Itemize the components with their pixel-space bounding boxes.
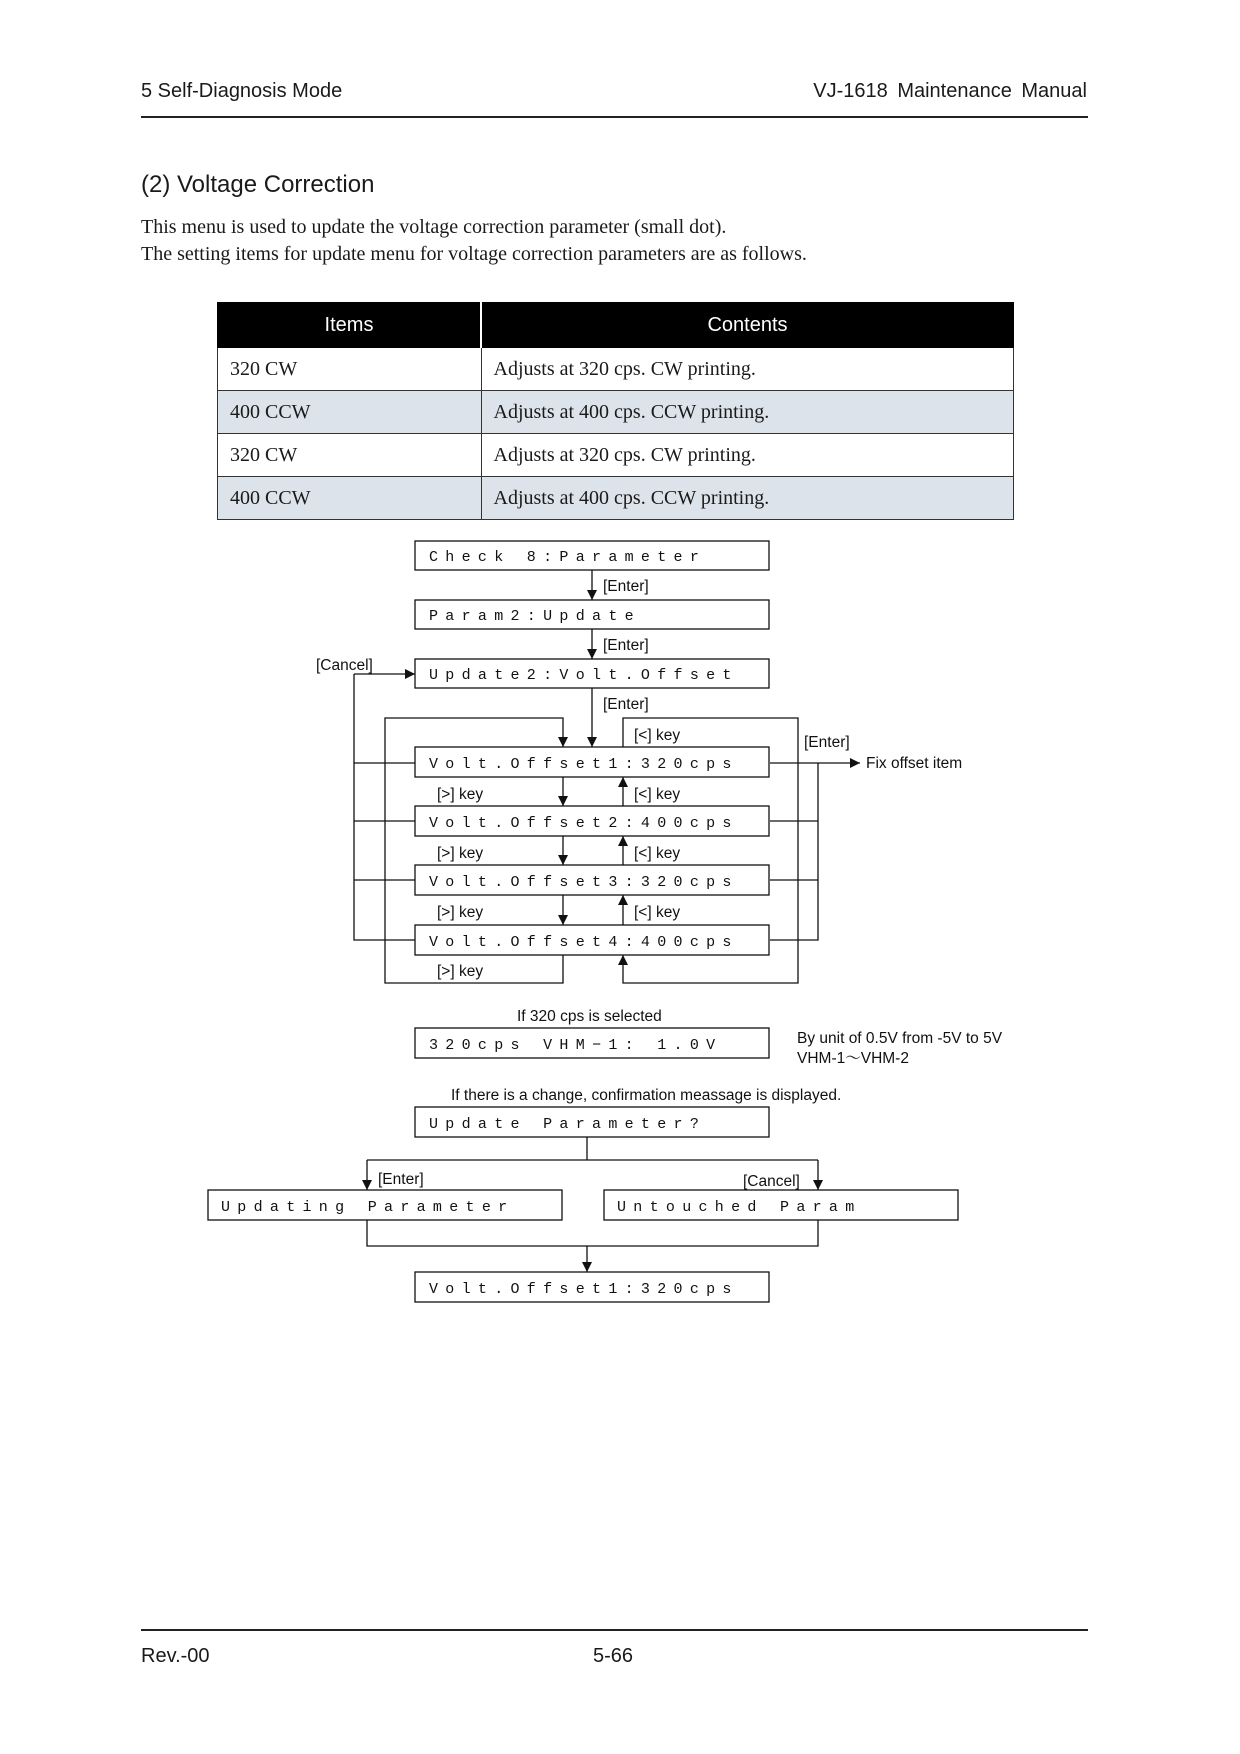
label-enter: [Enter]	[378, 1171, 424, 1188]
screen-text: Volt.Offset4:400cps	[429, 934, 739, 951]
screen-text: Volt.Offset1:320cps	[429, 1281, 739, 1298]
label-left-key: [<] key	[634, 727, 681, 744]
section-title: (2) Voltage Correction	[141, 171, 375, 198]
table-cell-item: 320 CW	[218, 348, 482, 391]
connector-line	[770, 763, 818, 940]
intro-line-1: This menu is used to update the voltage correction parameter (small dot).	[141, 216, 727, 238]
table-header-contents: Contents	[481, 303, 1014, 348]
screen-text: 320cps VHM−1: 1.0V	[429, 1037, 723, 1054]
label-enter: [Enter]	[603, 578, 649, 595]
screen-text: Update2:Volt.Offset	[429, 667, 739, 684]
label-right-key: [>] key	[437, 963, 484, 980]
connector-line	[367, 1220, 818, 1246]
table-cell-item: 400 CCW	[218, 477, 482, 520]
table-cell-contents: Adjusts at 320 cps. CW printing.	[481, 434, 1014, 477]
label-fix-offset: Fix offset item	[866, 755, 963, 772]
label-right-key: [>] key	[437, 904, 484, 921]
label-enter: [Enter]	[603, 696, 649, 713]
label-right-key: [>] key	[437, 786, 484, 803]
label-enter: [Enter]	[804, 734, 850, 751]
label-vhm-range: VHM-1〜VHM-2	[797, 1050, 909, 1067]
table-cell-contents: Adjusts at 400 cps. CCW printing.	[481, 477, 1014, 520]
label-change-note: If there is a change, confirmation meassage is displayed.	[451, 1087, 842, 1104]
table-header-items: Items	[218, 303, 482, 348]
screen-text: Updating Parameter	[221, 1199, 515, 1216]
label-enter: [Enter]	[603, 637, 649, 654]
header-chapter: 5 Self-Diagnosis Mode	[141, 80, 343, 102]
screen-text: Volt.Offset3:320cps	[429, 874, 739, 891]
label-cancel: [Cancel]	[743, 1173, 800, 1190]
screen-text: Volt.Offset1:320cps	[429, 756, 739, 773]
label-left-key: [<] key	[634, 904, 681, 921]
label-if-320: If 320 cps is selected	[517, 1008, 662, 1025]
footer-revision: Rev.-00	[141, 1645, 210, 1667]
footer-page-number: 5-66	[593, 1645, 634, 1667]
intro-line-2: The setting items for update menu for voltage correction parameters are as follows.	[141, 243, 807, 265]
screen-text: Check 8:Parameter	[429, 549, 707, 566]
label-unit-note: By unit of 0.5V from -5V to 5V	[797, 1030, 1003, 1047]
table-cell-contents: Adjusts at 320 cps. CW printing.	[481, 348, 1014, 391]
label-left-key: [<] key	[634, 845, 681, 862]
label-cancel: [Cancel]	[316, 657, 373, 674]
screen-text: Update Parameter?	[429, 1116, 707, 1133]
screen-text: Param2:Update	[429, 608, 641, 625]
header-manual-title: VJ-1618 Maintenance Manual	[813, 80, 1087, 102]
label-left-key: [<] key	[634, 786, 681, 803]
table-cell-contents: Adjusts at 400 cps. CCW printing.	[481, 391, 1014, 434]
table-cell-item: 320 CW	[218, 434, 482, 477]
footer-rule	[141, 1629, 1088, 1631]
screen-text: Untouched Param	[617, 1199, 862, 1216]
table-cell-item: 400 CCW	[218, 391, 482, 434]
label-right-key: [>] key	[437, 845, 484, 862]
screen-text: Volt.Offset2:400cps	[429, 815, 739, 832]
